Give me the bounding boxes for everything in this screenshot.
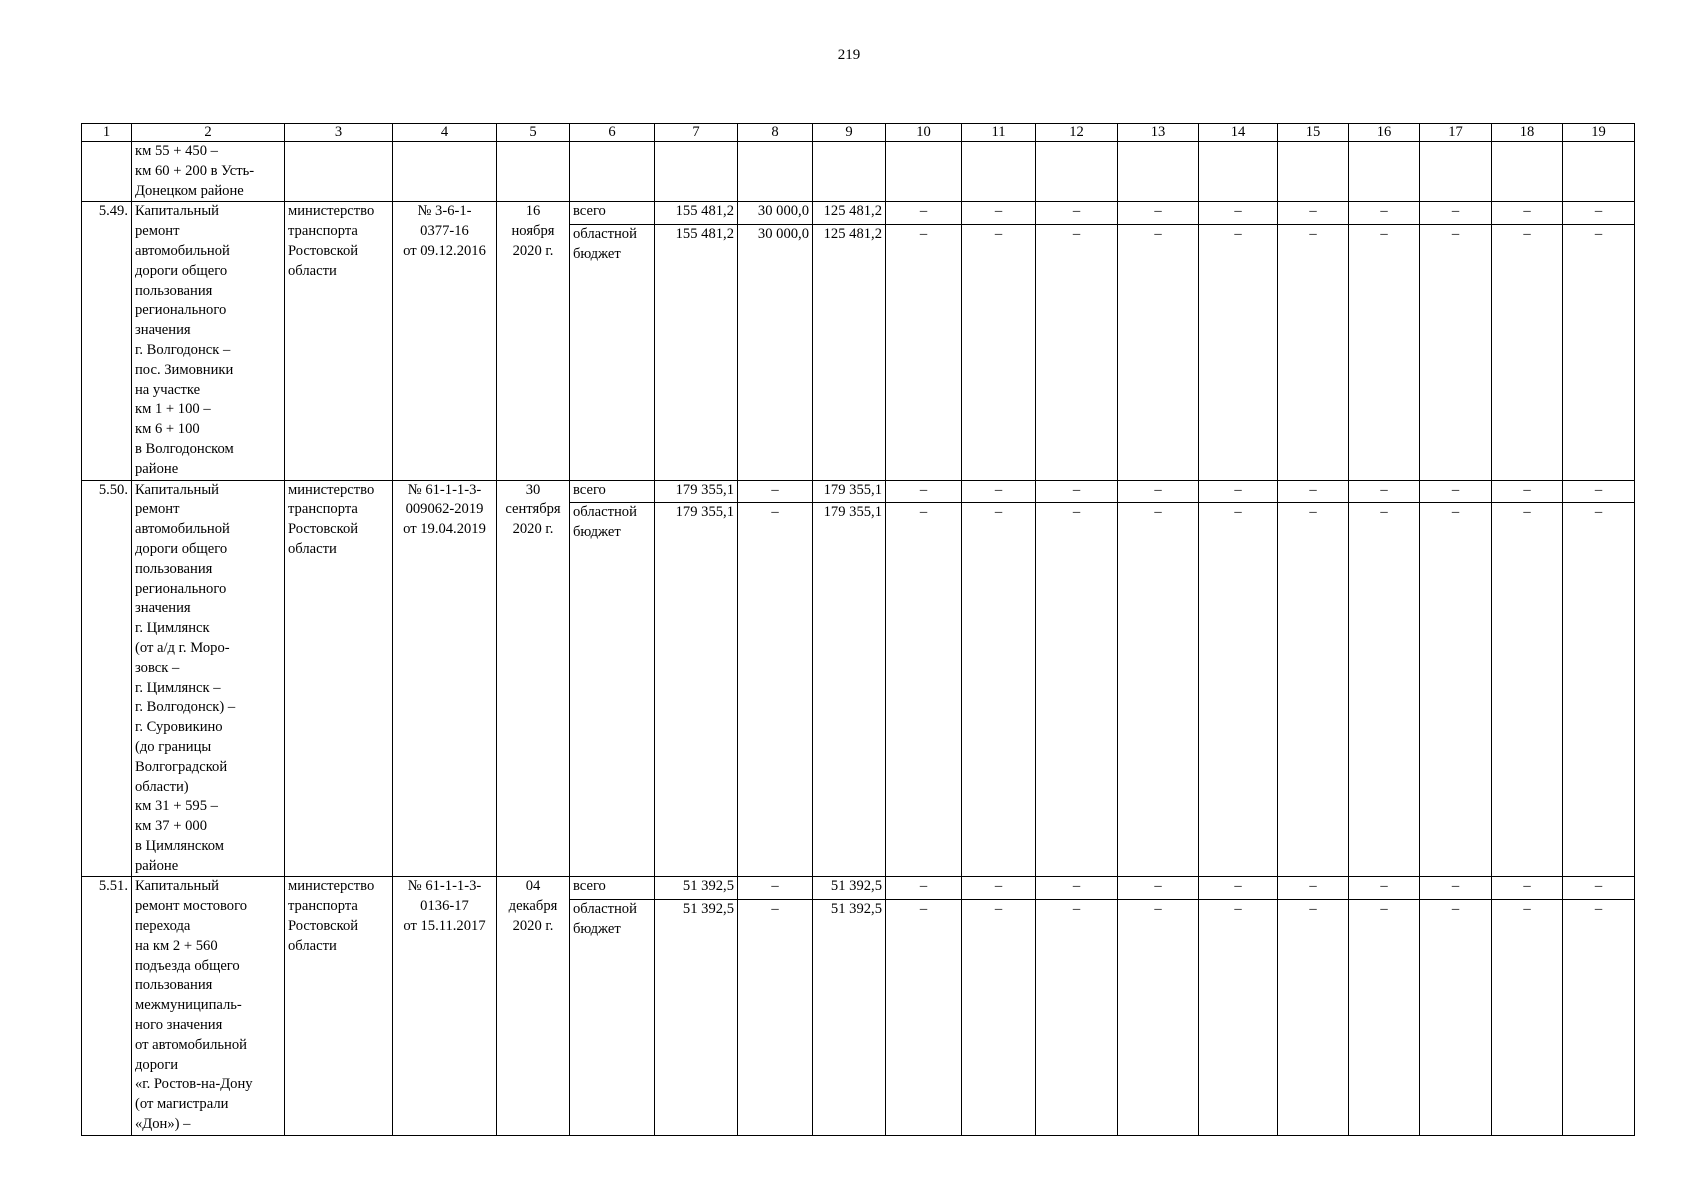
funding-source-cell: областной бюджет [570, 224, 655, 480]
amount-cell: – [1278, 900, 1349, 1136]
customer-cell: министерство транспорта Ростовской области [285, 877, 393, 1135]
amount-cell: 51 392,5 [813, 877, 886, 900]
amount-cell: – [962, 224, 1036, 480]
empty-cell [1420, 142, 1492, 202]
amount-cell: – [1118, 877, 1199, 900]
amount-cell: – [1036, 900, 1118, 1136]
amount-cell: – [1492, 224, 1563, 480]
amount-cell: – [1420, 202, 1492, 225]
amount-cell: – [1492, 480, 1563, 503]
amount-cell: – [1492, 900, 1563, 1136]
object-name-cell: Капитальный ремонт автомобильной дороги общего пользования регионального значения г. Волгодонск – пос. Зимовники на участке км 1 + 100 – км 6 + 100 в Волгодонском районе [132, 202, 285, 480]
amount-cell: 30 000,0 [738, 202, 813, 225]
amount-cell: 179 355,1 [655, 480, 738, 503]
page-number: 219 [837, 47, 861, 63]
amount-cell: – [1118, 503, 1199, 877]
amount-cell: – [1278, 202, 1349, 225]
amount-cell: – [1420, 503, 1492, 877]
amount-cell: – [738, 480, 813, 503]
amount-cell: – [1563, 900, 1635, 1136]
amount-cell: – [1349, 480, 1420, 503]
column-number-cell: 16 [1349, 124, 1420, 142]
amount-cell: 125 481,2 [813, 202, 886, 225]
amount-cell: – [1199, 224, 1278, 480]
empty-cell [1118, 142, 1199, 202]
expertise-cell: № 3-6-1- 0377-16 от 09.12.2016 [393, 202, 497, 480]
amount-cell: – [1199, 480, 1278, 503]
amount-cell: – [1563, 224, 1635, 480]
completion-date-cell: 30 сентября 2020 г. [497, 480, 570, 877]
amount-cell: – [1492, 202, 1563, 225]
amount-cell: 125 481,2 [813, 224, 886, 480]
column-number-cell: 19 [1563, 124, 1635, 142]
amount-cell: – [886, 480, 962, 503]
empty-cell [962, 142, 1036, 202]
amount-cell: – [738, 503, 813, 877]
amount-cell: – [1118, 900, 1199, 1136]
amount-cell: – [1492, 503, 1563, 877]
amount-cell: – [1278, 480, 1349, 503]
empty-cell [285, 142, 393, 202]
amount-cell: – [1118, 224, 1199, 480]
amount-cell: – [1420, 900, 1492, 1136]
amount-cell: – [1278, 877, 1349, 900]
column-number-row [82, 124, 1635, 142]
column-number-cell: 2 [132, 124, 285, 142]
expertise-cell: № 61-1-1-3- 0136-17 от 15.11.2017 [393, 877, 497, 1135]
object-name-cell: км 55 + 450 – км 60 + 200 в Усть- Донецком районе [132, 142, 285, 202]
amount-cell: 179 355,1 [655, 503, 738, 877]
entry-row [82, 877, 1635, 900]
column-number-cell: 3 [285, 124, 393, 142]
empty-cell [1563, 142, 1635, 202]
amount-cell: – [962, 202, 1036, 225]
entry-row [82, 202, 1635, 225]
amount-cell: – [1278, 503, 1349, 877]
amount-cell: – [1036, 202, 1118, 225]
completion-date-cell: 16 ноября 2020 г. [497, 202, 570, 480]
amount-cell: 179 355,1 [813, 503, 886, 877]
amount-cell: – [1563, 480, 1635, 503]
column-number-cell: 18 [1492, 124, 1563, 142]
amount-cell: – [1199, 900, 1278, 1136]
amount-cell: – [1278, 224, 1349, 480]
column-number-cell: 6 [570, 124, 655, 142]
column-number-cell: 1 [82, 124, 132, 142]
column-number-cell: 5 [497, 124, 570, 142]
entry-number-cell [82, 142, 132, 202]
amount-cell: – [886, 202, 962, 225]
amount-cell: – [962, 503, 1036, 877]
column-number-cell: 4 [393, 124, 497, 142]
empty-cell [886, 142, 962, 202]
amount-cell: – [1563, 877, 1635, 900]
amount-cell: – [1492, 877, 1563, 900]
amount-cell: – [1349, 877, 1420, 900]
amount-cell: – [1349, 224, 1420, 480]
amount-cell: 30 000,0 [738, 224, 813, 480]
column-number-cell: 14 [1199, 124, 1278, 142]
amount-cell: – [1563, 503, 1635, 877]
amount-cell: – [1199, 202, 1278, 225]
column-number-cell: 13 [1118, 124, 1199, 142]
column-number-cell: 11 [962, 124, 1036, 142]
amount-cell: – [1349, 503, 1420, 877]
continuation-row [82, 142, 1635, 202]
empty-cell [1278, 142, 1349, 202]
empty-cell [1036, 142, 1118, 202]
amount-cell: – [1563, 202, 1635, 225]
empty-cell [497, 142, 570, 202]
amount-cell: – [962, 877, 1036, 900]
empty-cell [1492, 142, 1563, 202]
funding-source-cell: всего [570, 877, 655, 900]
amount-cell: – [1036, 224, 1118, 480]
empty-cell [655, 142, 738, 202]
funding-source-cell: областной бюджет [570, 900, 655, 1136]
amount-cell: – [962, 900, 1036, 1136]
column-number-cell: 7 [655, 124, 738, 142]
empty-cell [1199, 142, 1278, 202]
completion-date-cell: 04 декабря 2020 г. [497, 877, 570, 1135]
expertise-cell: № 61-1-1-3- 009062-2019 от 19.04.2019 [393, 480, 497, 877]
funding-source-cell: всего [570, 480, 655, 503]
amount-cell: – [738, 900, 813, 1136]
customer-cell: министерство транспорта Ростовской области [285, 202, 393, 480]
entry-number-cell: 5.49. [82, 202, 132, 480]
amount-cell: – [886, 900, 962, 1136]
object-name-cell: Капитальный ремонт автомобильной дороги общего пользования регионального значения г. Цимлянск (от а/д г. Моро- зовск – г. Цимлянск – г. Волгодонск) – г. Суровикино (до границы Волгоградской области) км 31 + 595 – км 37 + 000 в Цимлянском районе [132, 480, 285, 877]
column-number-cell: 9 [813, 124, 886, 142]
amount-cell: – [1036, 480, 1118, 503]
amount-cell: 51 392,5 [655, 877, 738, 900]
amount-cell: – [1199, 503, 1278, 877]
entry-number-cell: 5.50. [82, 480, 132, 877]
entry-number-cell: 5.51. [82, 877, 132, 1135]
amount-cell: – [1036, 503, 1118, 877]
empty-cell [570, 142, 655, 202]
amount-cell: – [886, 503, 962, 877]
entry-row [82, 480, 1635, 503]
empty-cell [738, 142, 813, 202]
amount-cell: – [1118, 480, 1199, 503]
budget-table [81, 123, 1635, 1136]
amount-cell: – [1349, 900, 1420, 1136]
column-number-cell: 15 [1278, 124, 1349, 142]
column-number-cell: 10 [886, 124, 962, 142]
funding-source-cell: областной бюджет [570, 503, 655, 877]
column-number-cell: 8 [738, 124, 813, 142]
amount-cell: – [1349, 202, 1420, 225]
amount-cell: – [1420, 480, 1492, 503]
empty-cell [393, 142, 497, 202]
amount-cell: – [738, 877, 813, 900]
amount-cell: 155 481,2 [655, 224, 738, 480]
amount-cell: 179 355,1 [813, 480, 886, 503]
amount-cell: – [886, 877, 962, 900]
amount-cell: – [1118, 202, 1199, 225]
amount-cell: – [886, 224, 962, 480]
amount-cell: – [1420, 877, 1492, 900]
amount-cell: – [1036, 877, 1118, 900]
object-name-cell: Капитальный ремонт мостового перехода на км 2 + 560 подъезда общего пользования межмуниципаль- ного значения от автомобильной дороги «г. Ростов-на-Дону (от магистрали «Дон») – [132, 877, 285, 1135]
column-number-cell: 12 [1036, 124, 1118, 142]
amount-cell: – [1199, 877, 1278, 900]
empty-cell [1349, 142, 1420, 202]
funding-source-cell: всего [570, 202, 655, 225]
amount-cell: – [962, 480, 1036, 503]
column-number-cell: 17 [1420, 124, 1492, 142]
empty-cell [813, 142, 886, 202]
customer-cell: министерство транспорта Ростовской области [285, 480, 393, 877]
amount-cell: 155 481,2 [655, 202, 738, 225]
amount-cell: – [1420, 224, 1492, 480]
amount-cell: 51 392,5 [813, 900, 886, 1136]
amount-cell: 51 392,5 [655, 900, 738, 1136]
